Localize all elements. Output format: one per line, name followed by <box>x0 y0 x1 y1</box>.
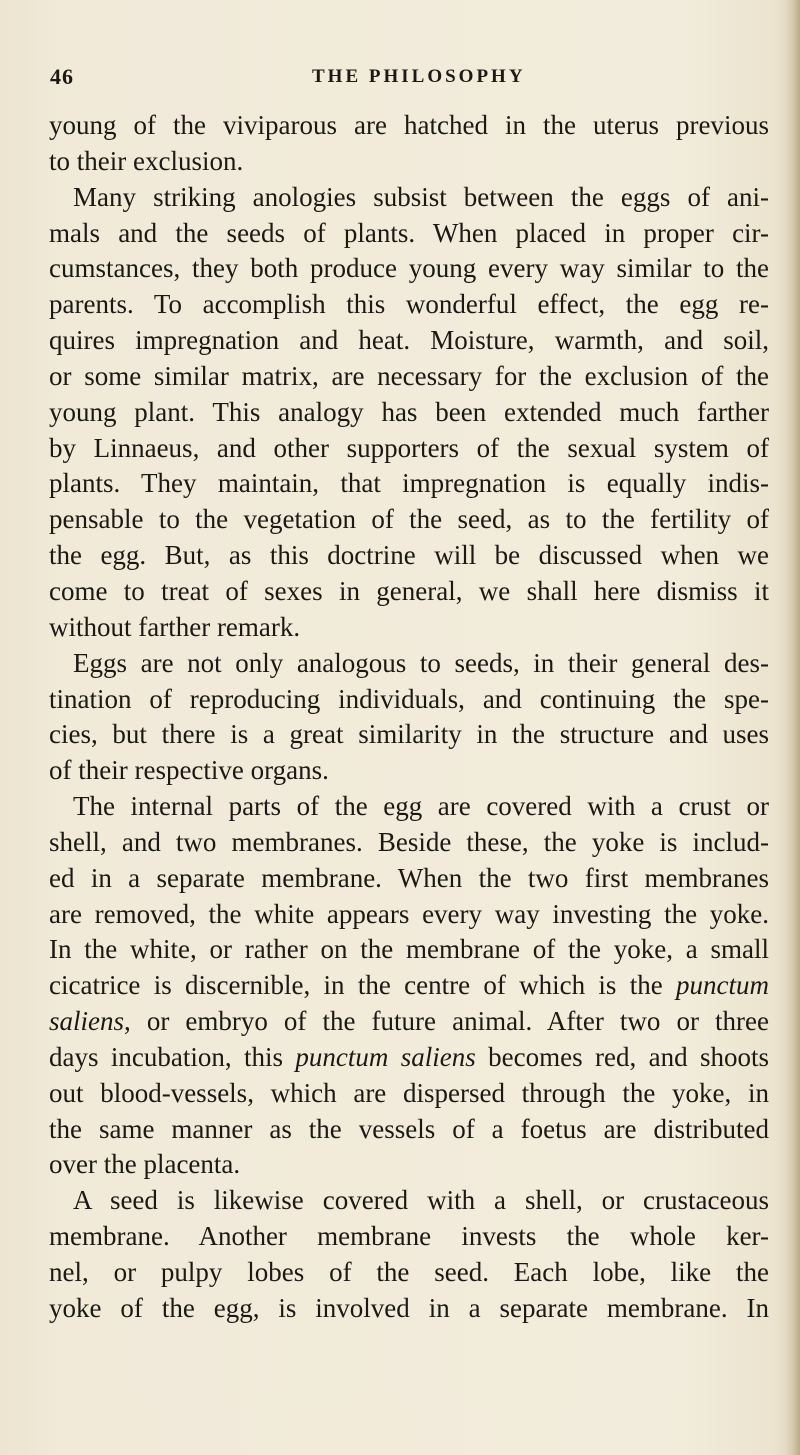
text-line: the egg. But, as this doctrine will be discussed when we <box>49 540 769 571</box>
text-line: Eggs are not only analogous to seeds, in their general des- <box>73 647 769 678</box>
text-line: mals and the seeds of plants. When placed in proper cir- <box>49 217 769 248</box>
text-line: parents. To accomplish this wonderful effect, the egg re- <box>49 289 769 320</box>
text-line: saliens, or embryo of the future animal. After two or three <box>49 1006 769 1037</box>
text-line: membrane. Another membrane invests the whole ker- <box>49 1221 769 1252</box>
italic-term: punctum saliens <box>295 1041 476 1072</box>
text-line: are removed, the white appears every way investing the yoke. <box>49 898 769 929</box>
text-line: Many striking anologies subsist between the eggs of ani- <box>73 181 769 212</box>
text-line: cicatrice is discernible, in the centre of which is the punctum <box>49 970 769 1001</box>
text-line: young plant. This analogy has been extended much farther <box>49 396 769 427</box>
text-line: out blood-vessels, which are dispersed through the yoke, in <box>49 1077 769 1108</box>
body-text <box>49 108 769 1327</box>
text-line: tination of reproducing individuals, and continuing the spe- <box>49 683 769 714</box>
page-edge-shadow <box>786 0 800 1455</box>
text-line: over the placenta. <box>49 1149 241 1180</box>
text-line: pensable to the vegetation of the seed, as to the fertility of <box>49 504 769 535</box>
text-line: come to treat of sexes in general, we shall here dismiss it <box>49 575 769 606</box>
text-line: days incubation, this punctum saliens becomes red, and shoots <box>49 1041 769 1072</box>
text-line: cies, but there is a great similarity in the structure and uses <box>49 719 769 750</box>
page-header <box>50 64 750 94</box>
text-line: the same manner as the vessels of a foetus are distributed <box>49 1113 769 1144</box>
text-line: of their respective organs. <box>49 755 329 786</box>
running-head: THE PHILOSOPHY <box>312 66 526 87</box>
text-line: ed in a separate membrane. When the two first membranes <box>49 862 769 893</box>
text-line: to their exclusion. <box>49 145 244 176</box>
text-line: quires impregnation and heat. Moisture, warmth, and soil, <box>49 325 769 356</box>
text-line: A seed is likewise covered with a shell, or crustaceous <box>73 1185 769 1216</box>
italic-term: saliens <box>49 1006 125 1037</box>
text-line: The internal parts of the egg are covered with a crust or <box>73 791 769 822</box>
text-line: In the white, or rather on the membrane of the yoke, a small <box>49 934 769 965</box>
text-line: young of the viviparous are hatched in the uterus previous <box>49 110 769 140</box>
text-line: cumstances, they both produce young every way similar to the <box>49 253 769 284</box>
text-line: without farther remark. <box>49 611 301 642</box>
text-line: plants. They maintain, that impregnation is equally indis- <box>49 468 769 499</box>
text-line: shell, and two membranes. Beside these, the yoke is includ- <box>49 826 769 857</box>
text-line: yoke of the egg, is involved in a separate membrane. In <box>49 1292 769 1323</box>
text-line: nel, or pulpy lobes of the seed. Each lobe, like the <box>49 1257 769 1287</box>
page-number: 46 <box>50 64 74 89</box>
text-line: by Linnaeus, and other supporters of the sexual system of <box>49 432 769 463</box>
text-line: or some similar matrix, are necessary for the exclusion of the <box>49 360 769 391</box>
italic-term: punctum <box>676 970 769 1001</box>
